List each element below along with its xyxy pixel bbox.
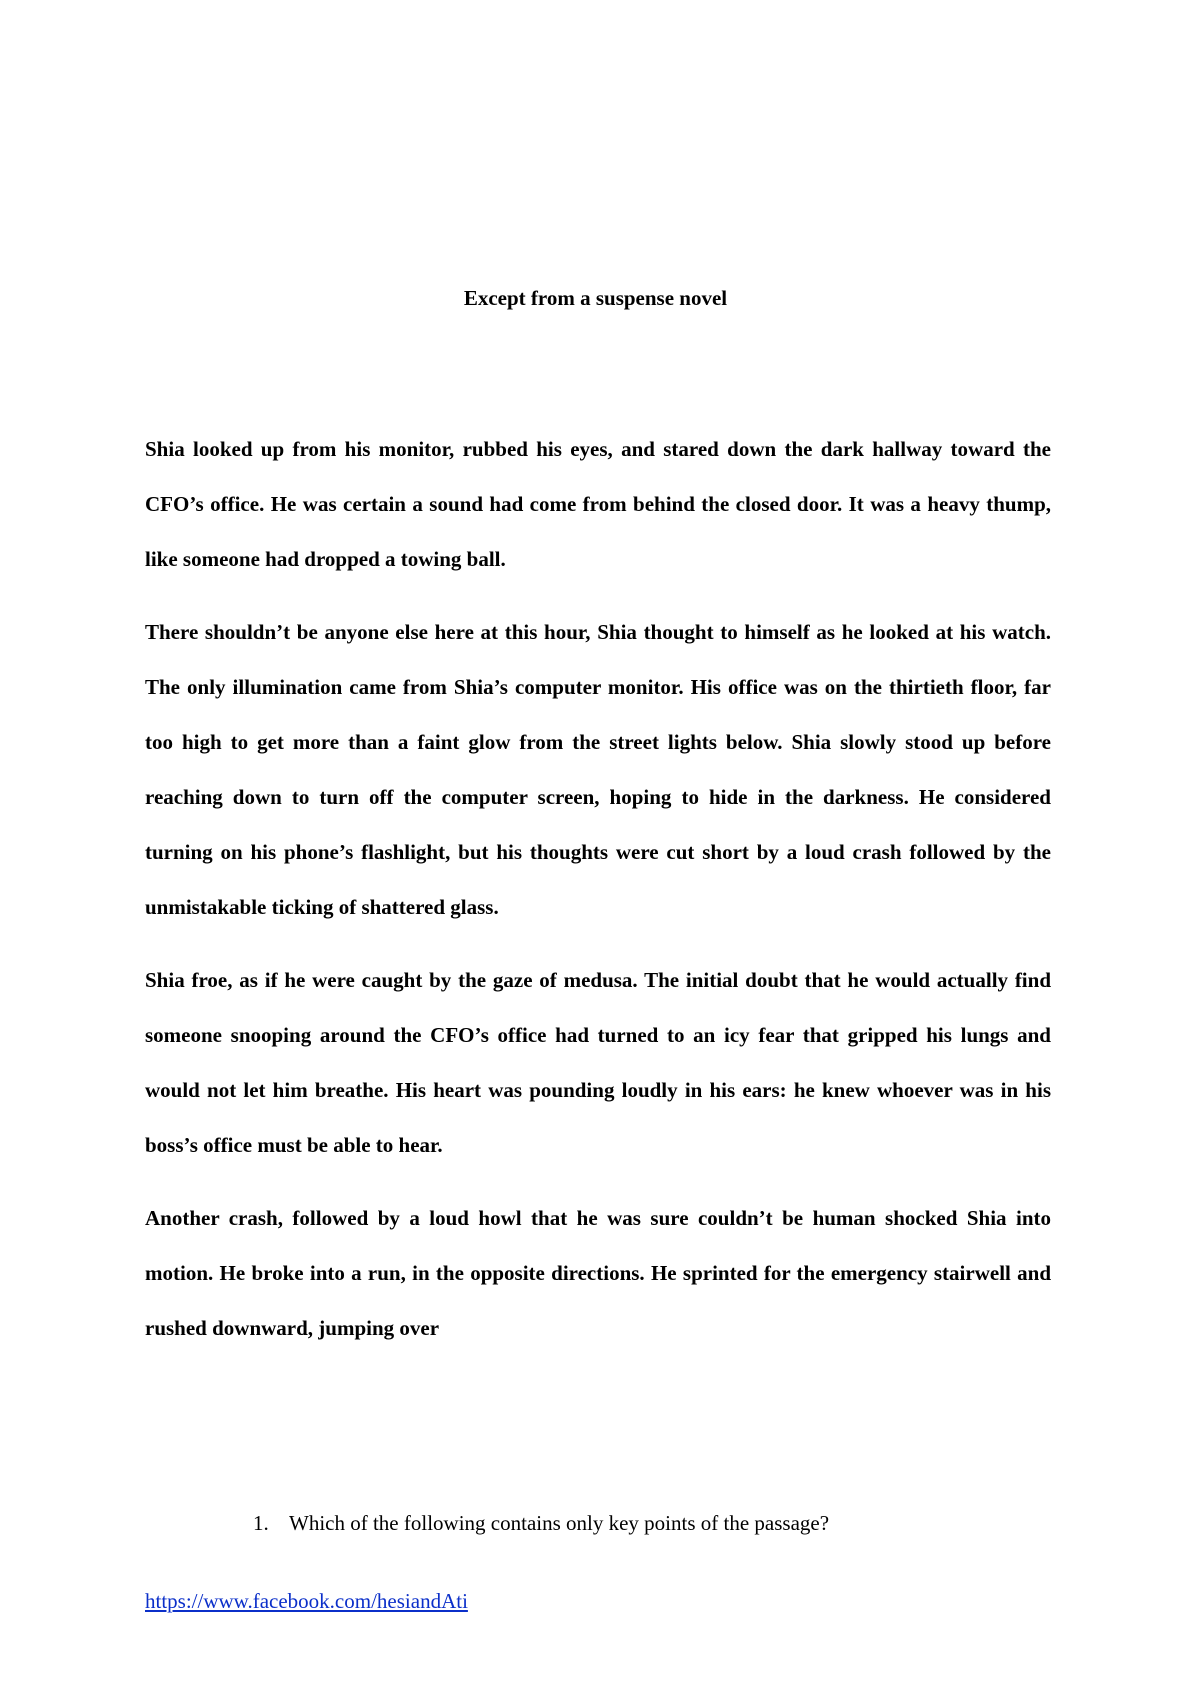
passage-paragraph-4: Another crash, followed by a loud howl that he was sure couldn’t be human shocked Shia into motion. He broke into a run, in the opposite directions. He sprinted for the emergency stairwell and rushed downward, jumping over xyxy=(145,1206,1051,1340)
passage-paragraph-2: There shouldn’t be anyone else here at this hour, Shia thought to himself as he looked at his watch. The only illumination came from Shia’s computer monitor. His office was on the thirtieth floor, far too high to get more than a faint glow from the street lights below. Shia slowly stood up before reaching down to turn off the computer screen, hoping to hide in the darkness. He considered turning on his phone’s flashlight, but his thoughts were cut short by a loud crash followed by the unmistakable ticking of shattered glass. xyxy=(145,620,1051,919)
passage-paragraph-3: Shia froe, as if he were caught by the gaze of medusa. The initial doubt that he would actually find someone snooping around the CFO’s office had turned to an icy fear that gripped his lungs and would not let him breathe. His heart was pounding loudly in his ears: he knew whoever was in his boss’s office must be able to hear. xyxy=(145,968,1051,1157)
passage xyxy=(145,422,1051,1374)
question-text: Which of the following contains only key points of the passage? xyxy=(289,1511,830,1535)
question-number: 1. xyxy=(253,1511,269,1535)
passage-paragraph-1: Shia looked up from his monitor, rubbed his eyes, and stared down the dark hallway toward the CFO’s office. He was certain a sound had come from behind the closed door. It was a heavy thump, like someone had dropped a towing ball. xyxy=(145,437,1051,571)
question-1 xyxy=(253,1510,829,1536)
footer-link[interactable]: https://www.facebook.com/hesiandAti xyxy=(145,1589,468,1613)
document-title: Except from a suspense novel xyxy=(463,286,728,310)
